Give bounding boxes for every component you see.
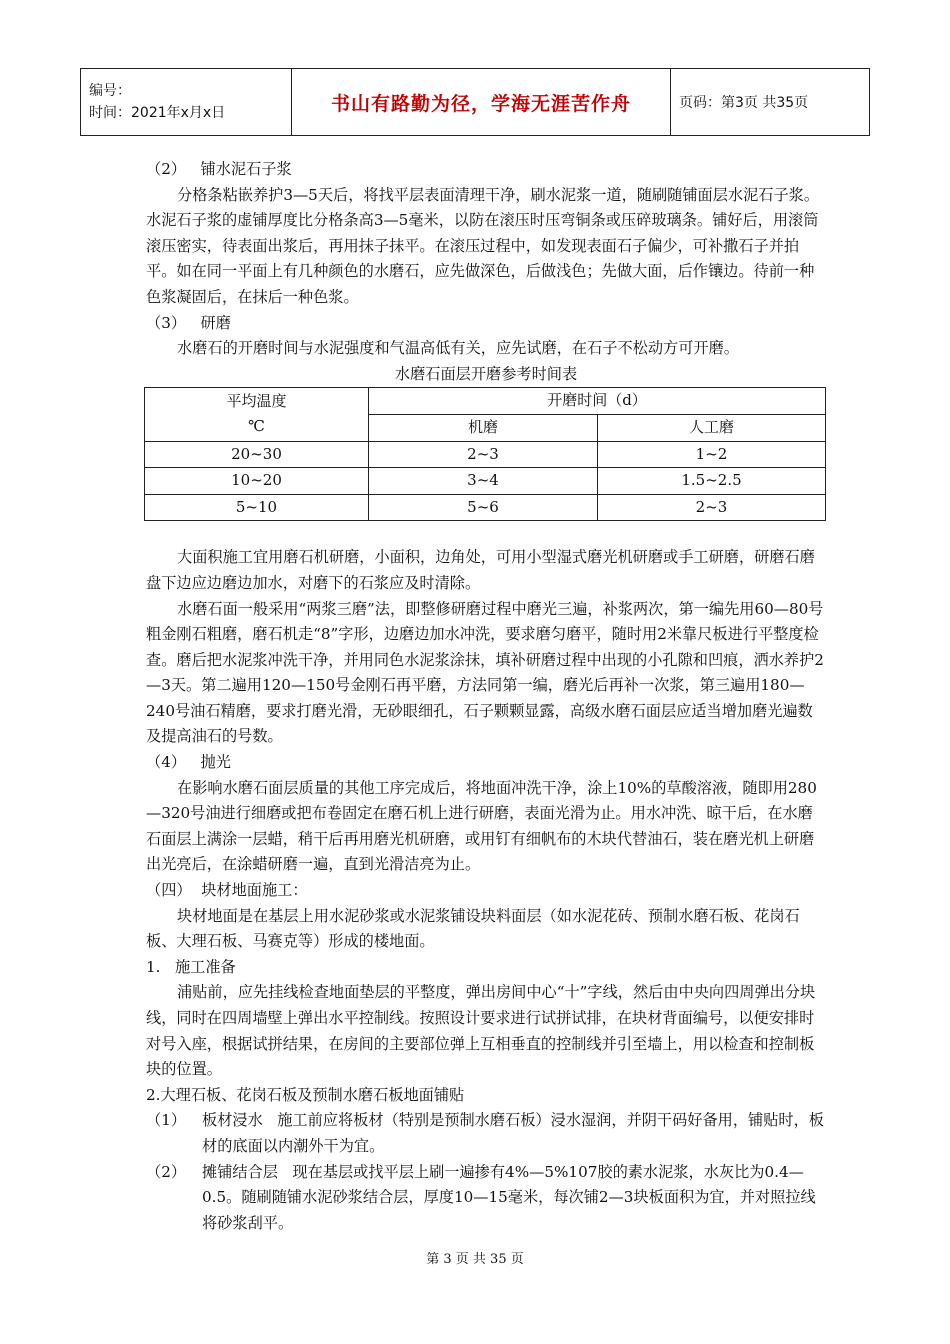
table-cell-manual: 2~3 bbox=[598, 494, 826, 521]
table-header-temperature-label: 平均温度 bbox=[226, 392, 287, 411]
section-3-paragraph-2: 大面积施工宜用磨石机研磨，小面积，边角处，可用小型湿式磨光机研磨或手工研磨，研磨石磨盘下边应边磨边加水，对磨下的石浆应及时清除。 bbox=[146, 548, 815, 592]
table-header-temperature bbox=[145, 388, 369, 441]
preparation-paragraph: 浦贴前，应先挂线检查地面垫层的平整度，弹出房间中心“十”字线，然后由中央向四周弹出分块线，同时在四周墙壁上弹出水平控制线。按照设计要求进行试拼试排，在块材背面编号，以便安排时对号入座，根据试拼结果，在房间的主要部位弹上互相垂直的控制线并引至墙上，用以检查和控制板块的位置。 bbox=[146, 983, 816, 1079]
item-1 bbox=[146, 1108, 826, 1159]
grinding-time-table bbox=[144, 387, 826, 521]
table-cell-machine: 2~3 bbox=[369, 441, 598, 468]
table-cell-manual: 1.5~2.5 bbox=[598, 468, 826, 495]
part-four-paragraph: 块材地面是在基层上用水泥砂浆或水泥浆铺设块料面层（如水泥花砖、预制水磨石板、花岗石板、大理石板、马赛克等）形成的楼地面。 bbox=[146, 906, 800, 951]
table-cell-temp: 10~20 bbox=[145, 468, 369, 495]
table-header-temperature-unit: ℃ bbox=[248, 417, 265, 436]
item-2-text: 摊铺结合层 现在基层或找平层上刷一遍掺有4%—5%107胶的素水泥浆，水灰比为0.4—0.5。随刷随铺水泥砂浆结合层，厚度10—15毫米，每次铺2—3块板面积为宜，并对照拉线将砂浆刮平。 bbox=[202, 1162, 816, 1232]
section-3-paragraph-1: 水磨石的开磨时间与水泥强度和气温高低有关，应先试磨，在石子不松动方可开磨。 bbox=[177, 339, 739, 358]
section-2-paragraph: 分格条粘嵌养护3—5天后，将找平层表面清理干净，刷水泥浆一道，随刷随铺面层水泥石子浆。水泥石子浆的虚铺厚度比分格条高3—5毫米，以防在滚压时压弯铜条或压碎玻璃条。铺好后，用滚筒滚压密实，待表面出浆后，再用抹子抹平。在滚压过程中，如发现表面石子偏少，可补撒石子并拍平。如在同一平面上有几种颜色的水磨石，应先做深色，后做浅色；先做大面，后作镶边。待前一种色浆凝固后，在抹后一种色浆。 bbox=[146, 185, 820, 306]
page-footer: 第 3 页 共 35 页 bbox=[426, 1252, 524, 1267]
section-4-paragraph: 在影响水磨石面层质量的其他工序完成后，将地面冲洗干净，涂上10%的草酸溶液，随即用280—320号油进行细磨或把布卷固定在磨石机上进行研磨，表面光滑为止。用水冲洗、晾干后，在水磨石面层上满涂一层蜡，稍干后再用磨光机研磨，或用钉有细帆布的木块代替油石，装在磨光机上研磨出光亮后，在涂蜡研磨一遍，直到光滑洁亮为止。 bbox=[146, 778, 817, 874]
section-3-paragraph-3: 水磨石面一般采用“两浆三磨”法，即整修研磨过程中磨光三遍，补浆两次，第一编先用60—80号粗金刚石粗磨，磨石机走“8”字形，边磨边加水冲洗，要求磨匀磨平，随时用2米靠尺板进行平整度检查。磨后把水泥浆冲洗干净，并用同色水泥浆涂抹，填补研磨过程中出现的小孔隙和凹痕，洒水养护2—3天。第二遍用120—150号金刚石再平磨，方法同第一编，磨光后再补一次浆，第三遍用180—240号油石精磨，要求打磨光滑，无砂眼细孔，石子颗颗显露，高级水磨石面层应适当增加磨光遍数及提高油石的号数。 bbox=[146, 599, 824, 746]
header-page-label: 页码：第3页 共35页 bbox=[671, 69, 870, 136]
item-1-text: 板材浸水 施工前应将板材（特别是预制水磨石板）浸水湿润，并阴干码好备用，铺贴时，板材的底面以内潮外干为宜。 bbox=[202, 1111, 824, 1155]
table-cell-machine: 3~4 bbox=[369, 468, 598, 495]
serial-label: 编号： bbox=[89, 83, 131, 99]
item-2-number: （2） bbox=[146, 1162, 187, 1181]
table-header-grinding-time: 开磨时间（d） bbox=[369, 388, 826, 415]
item-2 bbox=[146, 1160, 826, 1237]
table-cell-manual: 1~2 bbox=[598, 441, 826, 468]
header-motto: 书山有路勤为径，学海无涯苦作舟 bbox=[292, 69, 671, 136]
section-3-title: （3） 研磨 bbox=[146, 313, 231, 332]
table-cell-temp: 20~30 bbox=[145, 441, 369, 468]
item-1-number: （1） bbox=[146, 1111, 187, 1130]
page-header bbox=[80, 68, 870, 136]
table-row bbox=[145, 441, 826, 468]
section-4-title: （4） 抛光 bbox=[146, 753, 231, 772]
part-four-title: （四） 块材地面施工： bbox=[146, 881, 308, 900]
table-title: 水磨石面层开磨参考时间表 bbox=[394, 364, 578, 383]
table-row bbox=[145, 494, 826, 521]
table-row bbox=[145, 468, 826, 495]
table-cell-machine: 5~6 bbox=[369, 494, 598, 521]
date-label: 时间：2021年x月x日 bbox=[89, 105, 226, 121]
table-header-manual: 人工磨 bbox=[598, 414, 826, 441]
document-body bbox=[146, 157, 826, 1236]
preparation-title: 1. 施工准备 bbox=[146, 957, 236, 976]
table-header-machine: 机磨 bbox=[369, 414, 598, 441]
marble-paving-title: 2.大理石板、花岗石板及预制水磨石板地面铺贴 bbox=[146, 1085, 465, 1104]
section-2-title: （2） 铺水泥石子浆 bbox=[146, 160, 292, 178]
header-meta bbox=[81, 69, 292, 136]
table-cell-temp: 5~10 bbox=[145, 494, 369, 521]
